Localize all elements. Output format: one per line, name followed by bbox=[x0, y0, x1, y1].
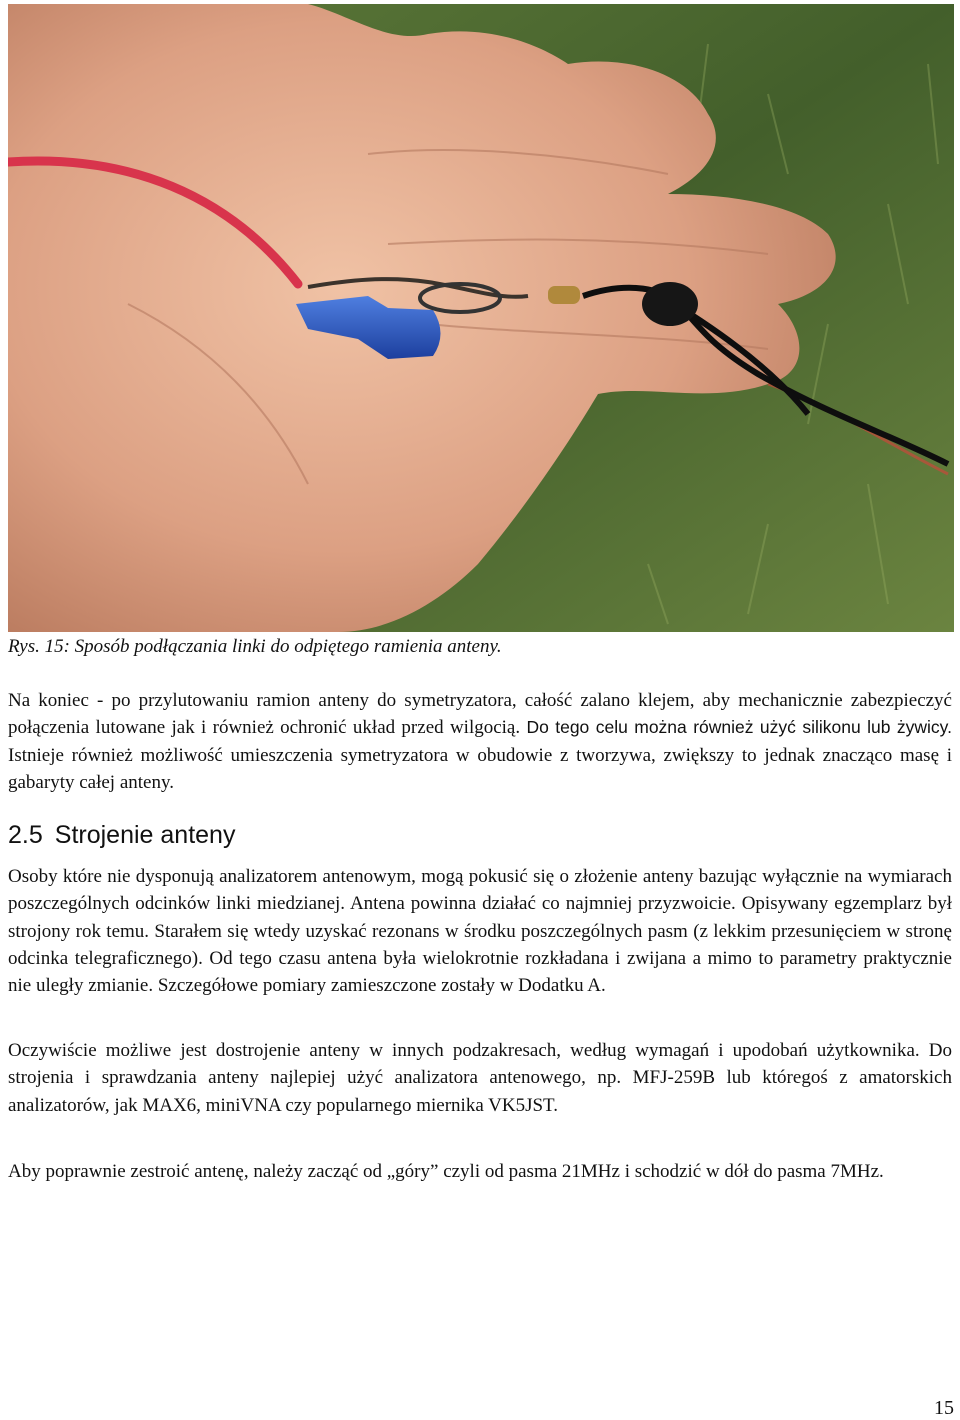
section-title: Strojenie anteny bbox=[54, 821, 236, 849]
paragraph-tuning-1: Osoby które nie dysponują analizatorem antenowym, mogą pokusić się o złożenie anteny bazując wyłącznie na wymiarach poszczególnych odcinków linki miedzianej. Antena powinna działać co najmniej przyzwoicie. Opisywany egzemplarz był strojony rok temu. Starałem się wtedy uzyskać rezonans w środku poszczególnych pasm (z lekkim przesunięciem w stronę odcinka telegraficznego). Od tego czasu antena była wielokrotnie rozkładana i zwijana a mimo to parametry praktycznie nie uległy zmianie. Szczegółowe pomiary zamieszczone zostały w Dodatku A. bbox=[8, 866, 952, 997]
paragraph-intro bbox=[8, 687, 952, 796]
section-heading bbox=[8, 818, 235, 852]
paragraph-tuning-3: Aby poprawnie zestroić antenę, należy zacząć od „góry” czyli od pasma 21MHz i schodzić w dół do pasma 7MHz. bbox=[8, 1161, 884, 1182]
figure-caption: Rys. 15: Sposób podłączania linki do odpiętego ramienia anteny. bbox=[8, 636, 502, 657]
paragraph-tuning-2: Oczywiście możliwe jest dostrojenie anteny w innych podzakresach, według wymagań i upodobań użytkownika. Do strojenia i sprawdzania anteny najlepiej użyć analizatora antenowego, np. MFJ-259B lub któregoś z amatorskich analizatorów, jak MAX6, miniVNA czy popularnego miernika VK5JST. bbox=[8, 1040, 952, 1116]
section-number: 2.5 bbox=[8, 821, 43, 849]
paragraph-intro-part-1: Na koniec - po przylutowaniu ramion anteny do symetryzatora, całość zalano klejem, aby mechanicznie zabezpieczyć połączenia lutowane jak i również ochronić układ przed wilgocią. bbox=[8, 690, 952, 739]
hand-with-connector-image bbox=[8, 4, 954, 632]
figure-photo bbox=[8, 4, 954, 632]
paragraph-intro-part-2: Do tego celu można również użyć silikonu lub żywicy. bbox=[526, 717, 952, 738]
paragraph-intro-part-3: Istnieje również możliwość umieszczenia symetryzatora w obudowie z tworzywa, zwiększy to jednak znacząco masę i gabaryty całej anteny. bbox=[8, 744, 952, 793]
page-number: 15 bbox=[934, 1397, 954, 1419]
